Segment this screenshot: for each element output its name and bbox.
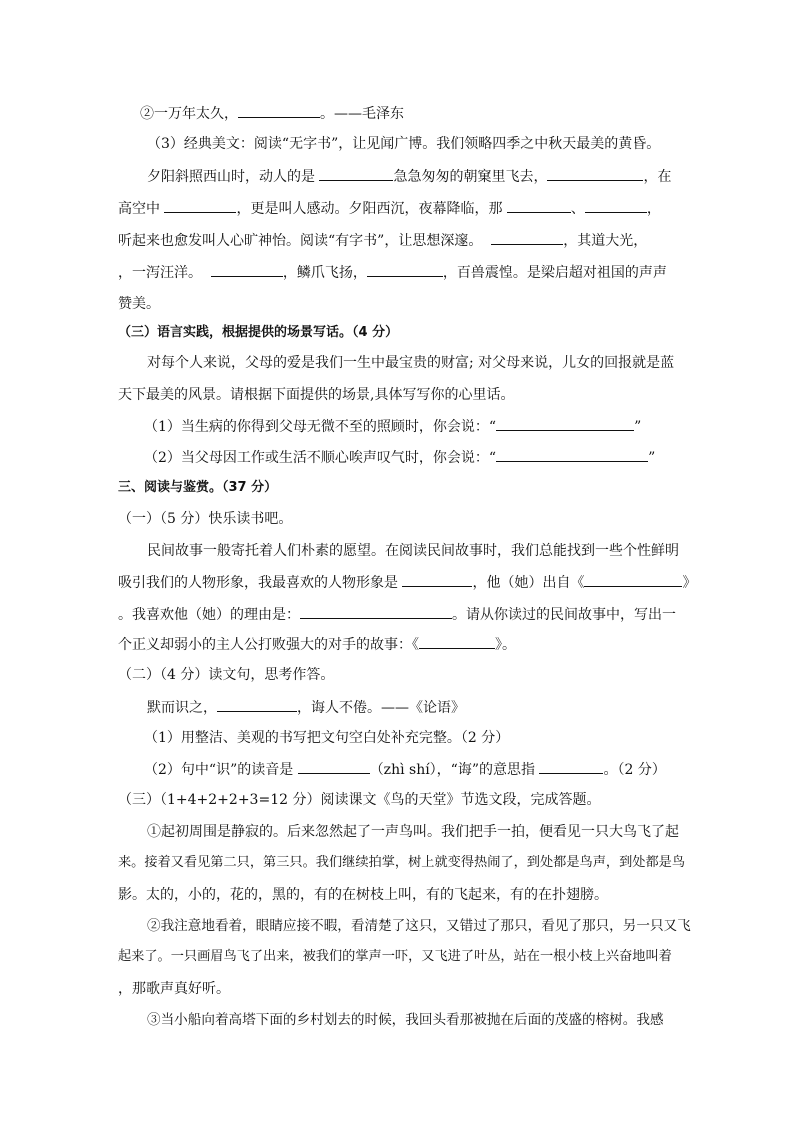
text: ” [634, 419, 642, 435]
text: 。（2 分） [603, 762, 666, 778]
text: 吸引我们的人物形象，我最喜欢的人物形象是 [118, 575, 398, 591]
answer-blank[interactable] [507, 198, 571, 213]
line-folk-tale-4 [0, 634, 794, 655]
line-prose-2 [0, 198, 794, 219]
text: （1）当生病的你得到父母无微不至的照顾时，你会说：“ [144, 419, 497, 435]
text: ，百兽震惶。是梁启超对祖国的声声 [442, 265, 667, 281]
line-folk-tale-2 [0, 572, 794, 593]
answer-blank[interactable] [217, 697, 297, 712]
text: ②一万年太久， [140, 106, 238, 122]
answer-blank[interactable] [547, 166, 643, 181]
text: ，其道大光， [563, 233, 648, 249]
subsection-bird-paradise: （三）（1+4+2+2+3=12 分）阅读课文《鸟的天堂》节选文段，完成答题。 [118, 792, 601, 808]
text: ，诲人不倦。——《论语》 [297, 700, 465, 716]
text: 。我喜欢他（她）的理由是： [118, 607, 300, 623]
text: 急急匆匆的朝窠里飞去， [393, 169, 548, 185]
answer-blank[interactable] [419, 634, 495, 649]
answer-blank[interactable] [584, 572, 682, 587]
text: 。——毛泽东 [320, 106, 404, 122]
section-heading-language-practice: （三）语言实践，根据提供的场景写话。（4 分） [118, 325, 399, 340]
line-prose-5: 赞美。 [118, 296, 160, 312]
passage-paragraph-1-line-1: ①起初周围是静寂的。后来忽然起了一声鸟叫。我们把手一拍，便看见一只大鸟飞了起 [147, 824, 679, 840]
text: 》。 [495, 637, 516, 653]
line-folk-tale-3 [0, 604, 794, 625]
answer-blank[interactable] [238, 103, 320, 118]
text: ，他（她）出自《 [472, 575, 585, 591]
text: （zhì shí），“诲”的意思指 [369, 762, 536, 778]
question-pronunciation [0, 759, 794, 780]
line-parent-love-2: 天下最美的风景。请根据下面提供的场景,具体写写你的心里话。 [118, 387, 515, 403]
question-sick-care [0, 416, 794, 437]
text: 夕阳斜照西山时，动人的是 [147, 169, 315, 185]
text: ，更是叫人感动。夕阳西沉，夜幕降临，那 [236, 201, 503, 217]
text: （2）当父母因工作或生活不顺心唉声叹气时，你会说：“ [144, 450, 497, 466]
line-folk-tale-1: 民间故事一般寄托着人们朴素的愿望。在阅读民间故事时，我们总能找到一些个性鲜明 [147, 543, 679, 559]
text: 默而识之， [147, 700, 217, 716]
text: ，鳞爪飞扬， [282, 265, 367, 281]
text: ， [646, 201, 661, 217]
subsection-happy-reading: （一）（5 分）快乐读书吧。 [118, 511, 293, 527]
answer-blank[interactable] [491, 230, 563, 245]
answer-blank[interactable] [496, 416, 634, 431]
text: ” [648, 450, 656, 466]
answer-blank[interactable] [211, 262, 283, 277]
passage-paragraph-2-line-1: ②我注意地看着，眼睛应接不暇，看清楚了这只，又错过了那只，看见了那只，另一只又飞 [147, 918, 691, 934]
text: 》 [682, 575, 697, 591]
line-analects [0, 697, 794, 718]
question-fill-sentence: （1）用整洁、美观的书写把文句空白处补充完整。（2 分） [144, 730, 510, 746]
text: 、 [570, 201, 585, 217]
answer-blank[interactable] [164, 198, 236, 213]
passage-paragraph-2-line-2: 起来了。一只画眉鸟飞了出来，被我们的掌声一吓，又飞进了叶丛，站在一根小枝上兴奋地叫着 [118, 949, 672, 964]
subsection-read-sentence: （二）（4 分）读文句，思考作答。 [118, 667, 335, 683]
answer-blank[interactable] [496, 447, 648, 462]
text: 听起来也愈发叫人心旷神怡。阅读“有字书”，让思想深邃。 [118, 233, 483, 249]
passage-paragraph-1-line-2: 来。接着又看见第二只，第三只。我们继续拍掌，树上就变得热闹了，到处都是鸟声，到处都是鸟 [118, 855, 686, 870]
line-parent-love-1: 对每个人来说，父母的爱是我们一生中最宝贵的财富; 对父母来说，儿女的回报就是蓝 [147, 355, 675, 371]
text: 高空中 [118, 201, 160, 217]
question-parents-sigh [0, 447, 794, 468]
passage-paragraph-1-line-3: 影。太的，小的，花的，黑的，有的在树枝上叫，有的飞起来，有的在扑翅膀。 [118, 887, 608, 903]
answer-blank[interactable] [402, 572, 472, 587]
answer-blank[interactable] [539, 759, 603, 774]
answer-blank[interactable] [300, 604, 452, 619]
passage-paragraph-2-line-3: ，那歌声真好听。 [118, 981, 230, 997]
section-heading-reading: 三、阅读与鉴赏。（37 分） [118, 480, 278, 495]
answer-blank[interactable] [585, 198, 647, 213]
text: （2）句中“识”的读音是 [144, 762, 294, 778]
line-prose-4 [0, 262, 794, 283]
answer-blank[interactable] [298, 759, 370, 774]
text: 个正义却弱小的主人公打败强大的对手的故事：《 [118, 637, 419, 653]
text: 。请从你读过的民间故事中，写出一 [452, 607, 676, 623]
answer-blank[interactable] [367, 262, 443, 277]
text: ，在 [643, 169, 672, 185]
line-quote-mao [0, 103, 794, 124]
answer-blank[interactable] [319, 166, 393, 181]
line-classic-prose: （3）经典美文：阅读“无字书”，让见闻广博。我们领略四季之中秋天最美的黄昏。 [147, 136, 661, 152]
line-prose-3 [0, 230, 794, 251]
line-prose-1 [0, 166, 794, 187]
passage-paragraph-3-line-1: ③当小船向着高塔下面的乡村划去的时候，我回头看那被抛在后面的茂盛的榕树。我感 [147, 1012, 664, 1028]
text: ，一泻汪洋。 [118, 265, 202, 281]
